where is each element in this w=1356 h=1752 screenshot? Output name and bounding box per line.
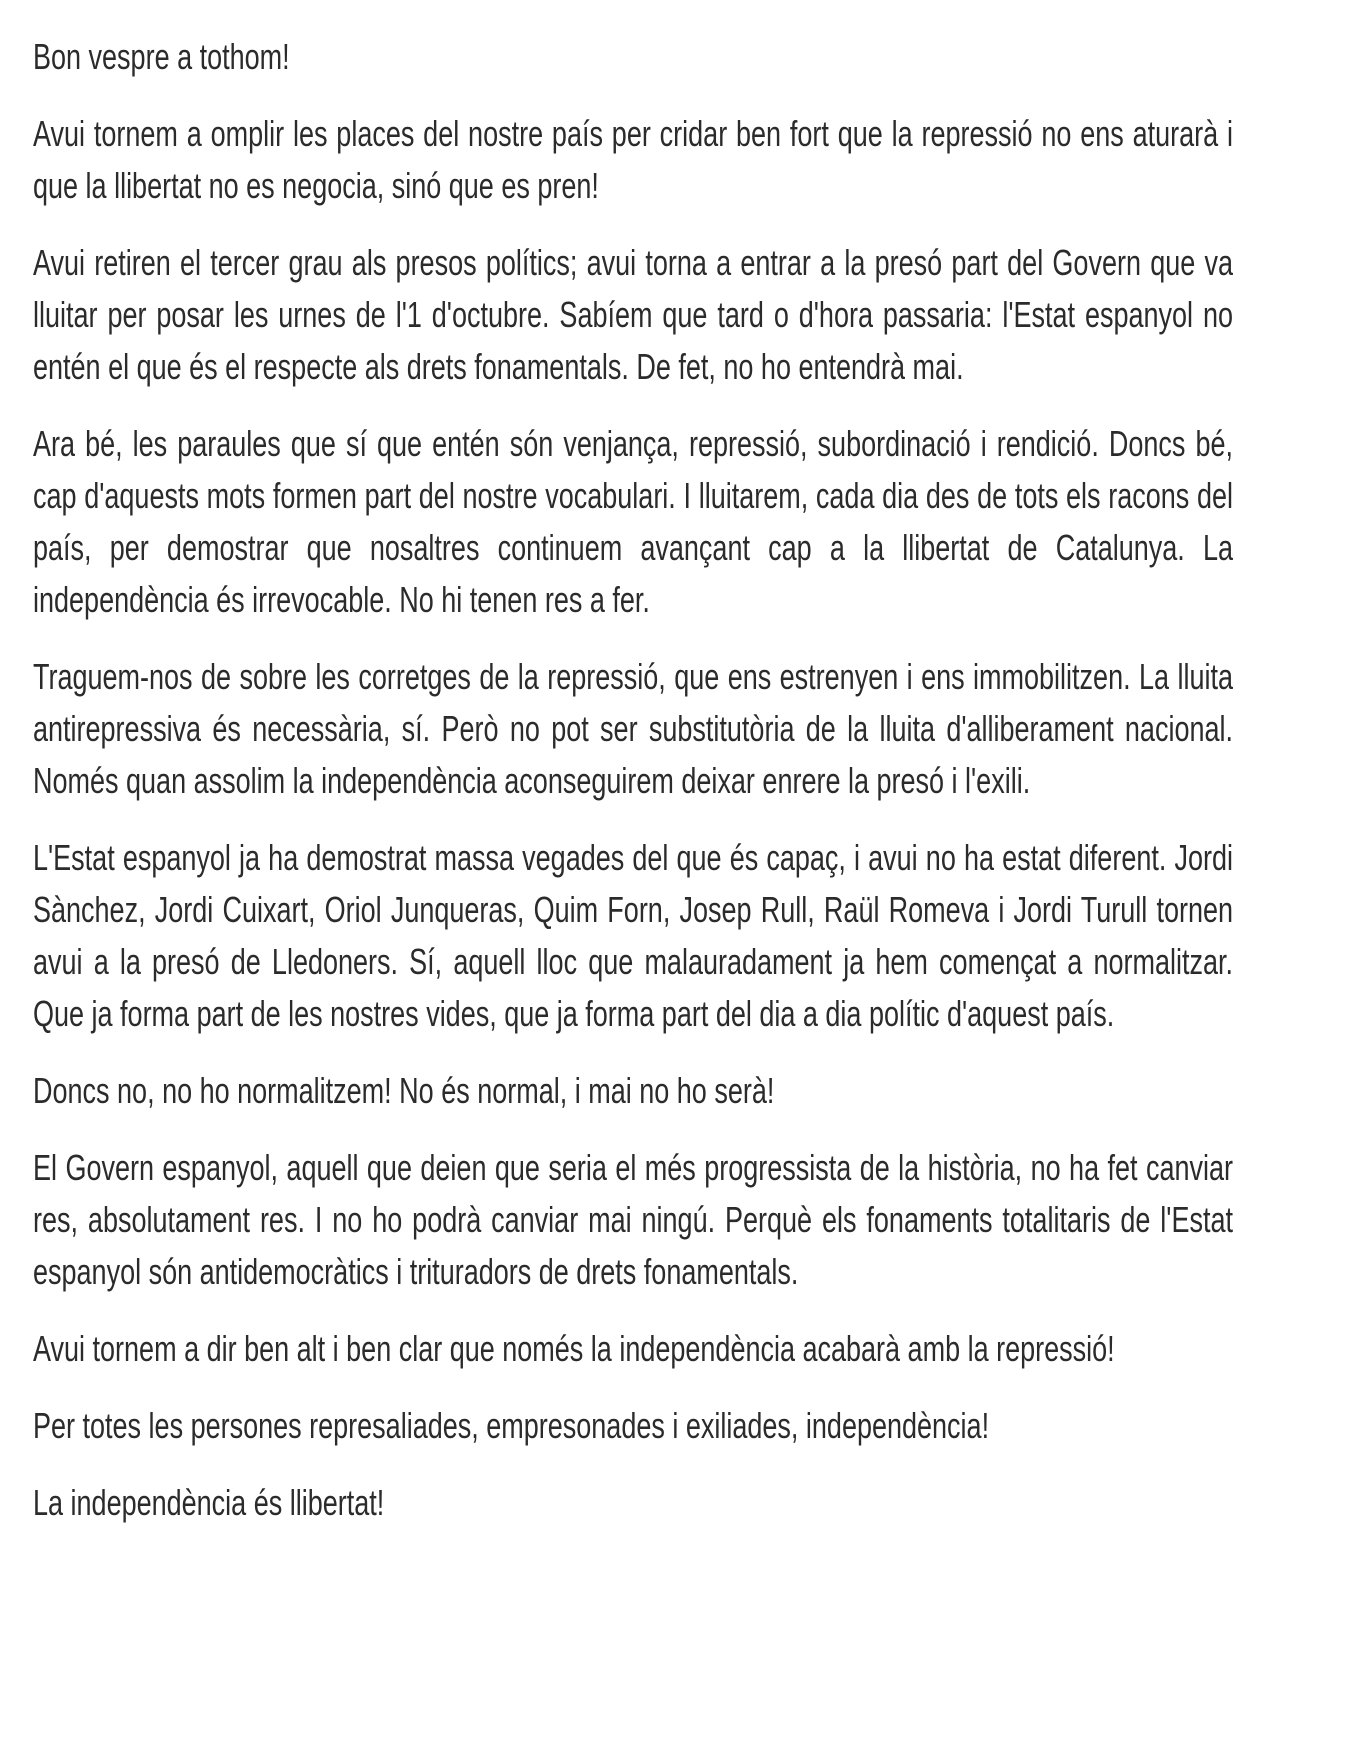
document-text-block bbox=[33, 31, 1233, 1554]
paragraph: Avui tornem a dir ben alt i ben clar que només la independència acabarà amb la repressió! bbox=[33, 1328, 1115, 1369]
paragraph: Traguem-nos de sobre les corretges de la repressió, que ens estrenyen i ens immobilitzen. La lluita antirepressiva és necessària, sí. Però no pot ser substitutòria de la lluita d'alliberament nacional. Només quan assolim la independència aconseguirem deixar enrere la presó i l'exili. bbox=[33, 656, 1233, 801]
paragraph: Avui retiren el tercer grau als presos polítics; avui torna a entrar a la presó part del Govern que va lluitar per posar les urnes de l'1 d'octubre. Sabíem que tard o d'hora passaria: l'Estat espanyol no entén el que és el respecte als drets fonamentals. De fet, no ho entendrà mai. bbox=[33, 242, 1233, 387]
paragraph: La independència és llibertat! bbox=[33, 1482, 385, 1523]
paragraph: Doncs no, no ho normalitzem! No és normal, i mai no ho serà! bbox=[33, 1070, 775, 1111]
paragraph: El Govern espanyol, aquell que deien que seria el més progressista de la història, no ha fet canviar res, absolutament res. I no ho podrà canviar mai ningú. Perquè els fonaments totalitaris de l'Estat espanyol són antidemocràtics i trituradors de drets fonamentals. bbox=[33, 1147, 1233, 1292]
paragraph: Avui tornem a omplir les places del nostre país per cridar ben fort que la repressió no ens aturarà i que la llibertat no es negocia, sinó que es pren! bbox=[33, 113, 1233, 206]
paragraph: Bon vespre a tothom! bbox=[33, 36, 290, 77]
paragraph: L'Estat espanyol ja ha demostrat massa vegades del que és capaç, i avui no ha estat diferent. Jordi Sànchez, Jordi Cuixart, Oriol Junqueras, Quim Forn, Josep Rull, Raül Romeva i Jordi Turull tornen avui a la presó de Lledoners. Sí, aquell lloc que malauradament ja hem començat a normalitzar. Que ja forma part de les nostres vides, que ja forma part del dia a dia polític d'aquest país. bbox=[33, 837, 1233, 1034]
paragraph: Ara bé, les paraules que sí que entén són venjança, repressió, subordinació i rendició. Doncs bé, cap d'aquests mots formen part del nostre vocabulari. I lluitarem, cada dia des de tots els racons del país, per demostrar que nosaltres continuem avançant cap a la llibertat de Catalunya. La independència és irrevocable. No hi tenen res a fer. bbox=[33, 423, 1233, 620]
paragraph: Per totes les persones represaliades, empresonades i exiliades, independència! bbox=[33, 1405, 990, 1446]
